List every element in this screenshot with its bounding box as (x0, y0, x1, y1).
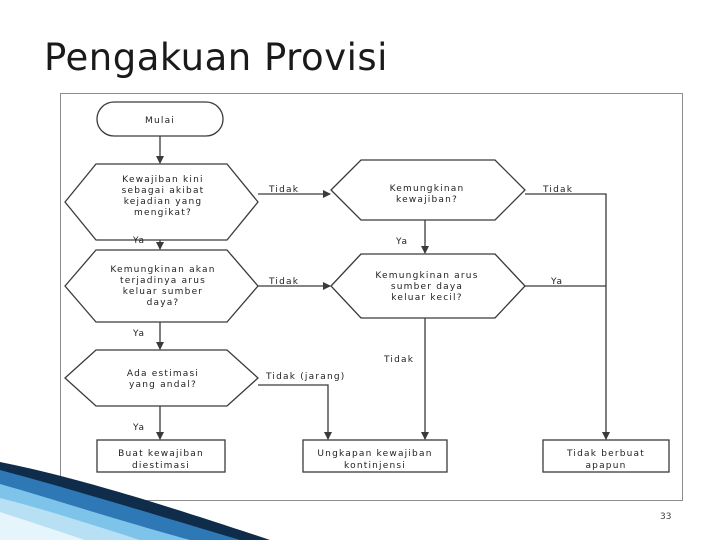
decision-present-obligation-line-4: mengikat? (134, 208, 192, 218)
label-d3-no: Tidak (jarang) (266, 372, 346, 382)
decision-present-obligation-line-1: Kewajiban kini (122, 175, 204, 185)
decision-reliable-estimate-line-1: Ada estimasi (126, 369, 200, 379)
label-d4-no: Tidak (543, 185, 574, 195)
end-do-nothing-line-1: Tidak berbuat (566, 449, 646, 459)
decision-probable-outflow-line-2: terjadinya arus (119, 276, 207, 286)
decision-present-obligation-line-2: sebagai akibat (121, 186, 205, 196)
label-d2-no: Tidak (269, 277, 300, 287)
decision-remote-outflow-line-2: sumber daya (390, 282, 464, 292)
slide-title: Pengakuan Provisi (44, 36, 388, 79)
decision-remote-outflow-line-3: keluar kecil? (391, 293, 463, 303)
decision-probable-outflow-line-3: keluar sumber (122, 287, 204, 297)
label-d1-no: Tidak (269, 185, 300, 195)
label-d3-yes: Ya (133, 423, 146, 433)
label-d2-yes: Ya (133, 329, 146, 339)
decision-possible-obligation-line-2: kewajiban? (395, 195, 459, 205)
label-d5-no: Tidak (384, 355, 415, 365)
end-contingent-line-1: Ungkapan kewajiban (317, 449, 433, 459)
end-contingent-line-2: kontinjensi (344, 461, 406, 471)
decision-probable-outflow-line-1: Kemungkinan akan (110, 265, 216, 275)
label-d1-yes: Ya (133, 236, 146, 246)
decision-present-obligation-line-3: kejadian yang (123, 197, 203, 207)
decision-remote-outflow-line-1: Kemungkinan arus (375, 271, 479, 281)
page-number: 33 (660, 512, 672, 522)
decision-reliable-estimate-line-2: yang andal? (128, 380, 198, 390)
decision-possible-obligation-line-1: Kemungkinan (389, 184, 465, 194)
start-label: Mulai (145, 116, 175, 126)
label-d5-yes: Ya (551, 277, 564, 287)
end-provision-line-2: diestimasi (132, 461, 190, 471)
end-do-nothing-line-2: apapun (585, 461, 627, 471)
label-d4-yes: Ya (396, 237, 409, 247)
end-provision-line-1: Buat kewajiban (118, 449, 204, 459)
decision-probable-outflow-line-4: daya? (146, 298, 180, 308)
